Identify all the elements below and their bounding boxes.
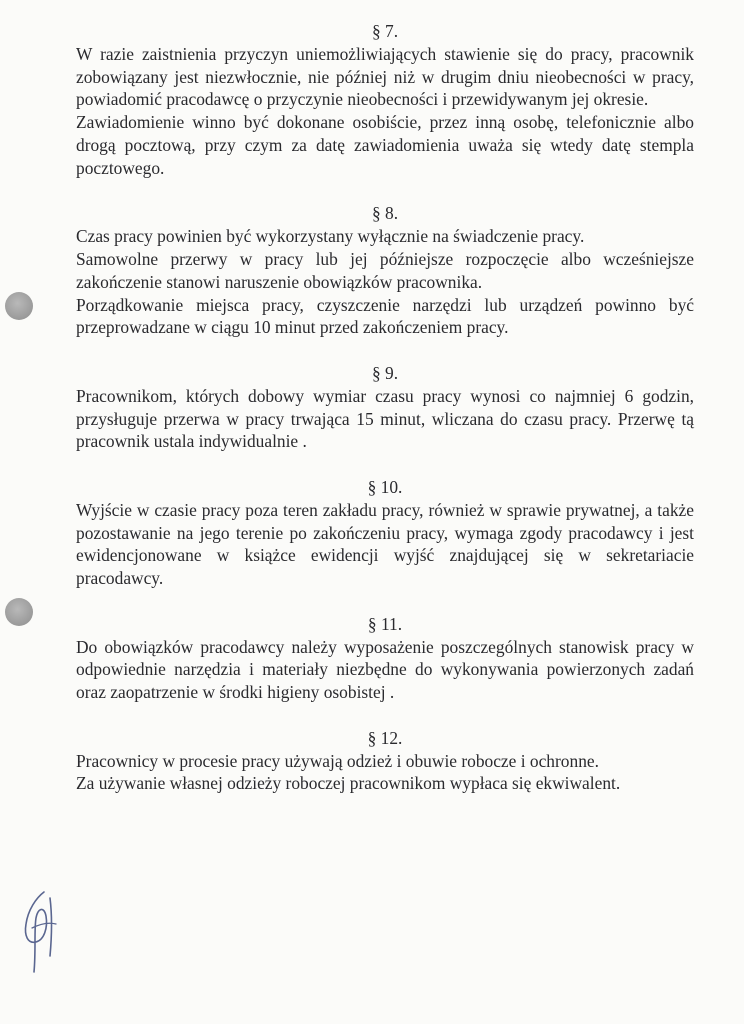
section-heading: § 11.	[367, 613, 403, 634]
paragraph: Wyjście w czasie pracy poza teren zakładu pracy, również w sprawie prywatnej, a także pozostawanie na jego terenie po zakończeniu pracy, wymaga zgody pracodawcy i jest ewidencjonowane w książce ewidencji wyjść znajdującej się w sekretariacie pracodawcy.	[76, 499, 694, 589]
document-body	[76, 20, 694, 795]
section-8	[76, 202, 694, 339]
section-heading: § 12.	[367, 727, 403, 748]
handwritten-signature	[14, 884, 74, 976]
section-heading: § 8.	[371, 203, 399, 224]
paragraph: Porządkowanie miejsca pracy, czyszczenie narzędzi lub urządzeń powinno być przeprowadzane w ciągu 10 minut przed zakończeniem pracy.	[76, 294, 694, 338]
paragraph: Pracownicy w procesie pracy używają odzież i obuwie robocze i ochronne.	[76, 750, 599, 771]
section-9	[76, 362, 694, 453]
paragraph: Zawiadomienie winno być dokonane osobiście, przez inną osobę, telefonicznie albo drogą pocztową, przy czym za datę zawiadomienia uważa się wtedy datę stempla pocztowego.	[76, 112, 694, 178]
paragraph: Do obowiązków pracodawcy należy wyposażenie poszczególnych stanowisk pracy w odpowiednie narzędzia i materiały niezbędne do wykonywania powierzonych zadań oraz zaopatrzenie w środki higieny osobistej .	[76, 636, 694, 703]
paragraph: Samowolne przerwy w pracy lub jej późniejsze rozpoczęcie albo wcześniejsze zakończenie stanowi naruszenie obowiązków pracownika.	[76, 248, 694, 292]
paragraph: Za używanie własnej odzieży roboczej pracownikom wypłaca się ekwiwalent.	[76, 773, 621, 794]
section-12	[76, 727, 694, 795]
section-11	[76, 613, 694, 704]
punch-hole-bottom	[5, 598, 33, 626]
section-10	[76, 476, 694, 590]
section-7	[76, 20, 694, 180]
paragraph: Pracownikom, których dobowy wymiar czasu pracy wynosi co najmniej 6 godzin, przysługuje przerwa w pracy trwająca 15 minut, wliczana do czasu pracy. Przerwę tą pracownik ustala indywidualnie .	[76, 385, 694, 452]
section-heading: § 10.	[367, 476, 403, 497]
paragraph: W razie zaistnienia przyczyn uniemożliwiających stawienie się do pracy, pracownik zobowiązany jest niezwłocznie, nie później niż w drugim dniu nieobecności w pracy, powiadomić pracodawcę o przyczynie nieobecności i przewidywanym jej okresie.	[76, 43, 694, 110]
section-heading: § 9.	[371, 362, 399, 383]
punch-hole-top	[5, 292, 33, 320]
section-heading: § 7.	[371, 21, 399, 41]
paragraph: Czas pracy powinien być wykorzystany wyłącznie na świadczenie pracy.	[76, 226, 585, 247]
